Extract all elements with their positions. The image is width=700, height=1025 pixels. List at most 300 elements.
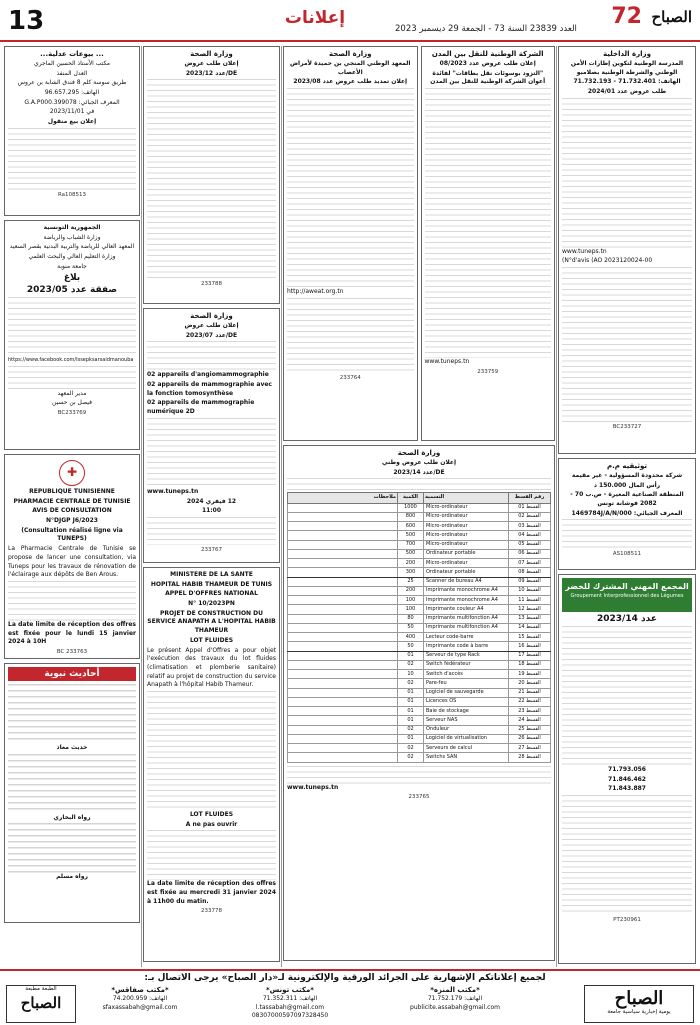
- director-name: فيصل بن حسين: [52, 399, 92, 407]
- page-footer: [0, 969, 700, 1025]
- office-email[interactable]: sfaxassabah@gmail.com: [102, 1003, 178, 1011]
- notes-cell: [288, 605, 398, 614]
- quantity-cell: 02: [398, 660, 424, 669]
- ad-number: عدد 2023/12/DE: [185, 69, 238, 77]
- office-menzah: [380, 986, 530, 1024]
- hadith-text: [8, 754, 136, 814]
- lot-number-cell: القسط 10: [509, 586, 551, 595]
- column-divider: [141, 46, 142, 967]
- quantity-cell: 1000: [398, 503, 424, 512]
- lot-number-cell: القسط 07: [509, 559, 551, 568]
- notes-cell: [288, 679, 398, 688]
- item-description-cell: Serveur de type Rack: [424, 651, 509, 660]
- table-row: [288, 549, 551, 558]
- ministry-line: المعهد العالي للرياضة والتربية البدنية بقصر السعيد: [9, 243, 135, 251]
- ad-body-text: [147, 691, 276, 811]
- notes-cell: [288, 633, 398, 642]
- column-center: [283, 46, 555, 967]
- office-sfax: [90, 986, 190, 1024]
- item-description-cell: Imprimante monochrome A4: [424, 596, 509, 605]
- page-header: [0, 0, 700, 42]
- ad-body-text: [147, 418, 276, 488]
- item-description-cell: Imprimante couleur A4: [424, 605, 509, 614]
- ad-number: عدد 2023/14/DE: [393, 468, 445, 476]
- tuneps-link[interactable]: www.tuneps.tn: [424, 358, 470, 366]
- quantity-cell: 100: [398, 605, 424, 614]
- quantity-cell: 10: [398, 670, 424, 679]
- ad-body-text: [147, 517, 276, 545]
- table-row: [288, 753, 551, 762]
- item-description-cell: Switch d'accès: [424, 670, 509, 679]
- ministry-line: وزارة التعليم العالي والبحث العلمي: [28, 253, 116, 261]
- lot-number-cell: القسط 09: [509, 577, 551, 586]
- company-capital: رأس المال 150.000 د: [593, 481, 661, 489]
- column-header: الكمية: [398, 493, 424, 503]
- ad-title: APPEL D'OFFRES NATIONAL: [165, 590, 258, 598]
- footer-title: لجميع إعلاناتكم الإشهارية على الجرائد الورقية والإلكترونية لـ«دار الصباح» يرجى الاتصال بـ:: [144, 973, 546, 983]
- notes-cell: [288, 707, 398, 716]
- lot-number-cell: القسط 27: [509, 744, 551, 753]
- ad-subject: "التزود بوسوئات نقل بطاقات" لفائدة أعوان الشركة الوطنية للنقل بين المدن: [430, 69, 546, 86]
- item-description-cell: Imprimante monochrome A4: [424, 586, 509, 595]
- quantity-cell: 02: [398, 753, 424, 762]
- ad-phone: الهاتف: 71.732.401 - 71.732.193: [573, 78, 681, 86]
- table-row: [288, 623, 551, 632]
- ad-time: 11:00: [201, 507, 222, 515]
- police-school-ad: [558, 46, 696, 454]
- logo-name: الصباح: [651, 8, 692, 26]
- item-description-cell: Micro-ordinateur: [424, 512, 509, 521]
- lot-number-cell: القسط 21: [509, 688, 551, 697]
- ad-title: إعلان تمديد طلب عروض عدد 2023/08: [293, 78, 408, 86]
- ad-title: إعلان طلب عروض: [184, 60, 239, 67]
- quantity-cell: 25: [398, 577, 424, 586]
- item-description-cell: Micro-ordinateur: [424, 531, 509, 540]
- issue-line: العدد 23839 السنة 73 - الجمعة 29 ديسمبر 2023: [395, 24, 577, 34]
- ad-body-text: [147, 79, 276, 279]
- page-number: 13: [8, 6, 45, 36]
- notes-cell: [288, 596, 398, 605]
- table-row: [288, 522, 551, 531]
- quantity-cell: 200: [398, 586, 424, 595]
- tuneps-link[interactable]: www.tuneps.tn: [562, 247, 607, 255]
- ad-body-text: [425, 88, 552, 358]
- table-row: [288, 586, 551, 595]
- sales-title: ... بيوعات عدلية...: [40, 50, 104, 58]
- ad-item: 02 appareils d'angiomammographie: [147, 371, 269, 379]
- deal-label: صفقة عدد 2023/05: [26, 285, 118, 296]
- pct-name: PHARMACIE CENTRALE DE TUNISIE: [13, 497, 131, 505]
- ad-code: BC233769: [57, 410, 87, 417]
- lot-number-cell: القسط 05: [509, 540, 551, 549]
- quantity-cell: 80: [398, 614, 424, 623]
- lot-number-cell: القسط 16: [509, 642, 551, 651]
- ad-institute: المعهد الوطني المنجي بن حميدة لأمراض الأعصاب: [289, 60, 411, 76]
- lot-number-cell: القسط 03: [509, 522, 551, 531]
- ad-number: N° 10/2023PN: [188, 600, 235, 608]
- it-equipment-tender-ad: [283, 445, 555, 961]
- column-divider: [281, 46, 282, 967]
- notes-cell: [288, 549, 398, 558]
- pct-sub: (Consultation réalisé ligne via TUNEPS): [21, 526, 123, 543]
- bank-account: 08307000597097328450: [251, 1011, 329, 1019]
- item-description-cell: Logiciel de sauvegarde: [424, 688, 509, 697]
- quantity-cell: 600: [398, 522, 424, 531]
- footer-logo-name: الصباح: [614, 988, 664, 1009]
- sales-line: طريق سوسة كلم 8 فندق الشابة بن عروس: [17, 79, 127, 87]
- column-right: [558, 46, 696, 967]
- pharmacy-emblem-icon: ✚: [59, 460, 85, 486]
- ad-avis: (N°d'avis (AO 2023120024-00: [562, 257, 653, 265]
- office-email[interactable]: publicite.assabah@gmail.com: [410, 1003, 500, 1011]
- ad-body-text: [147, 341, 276, 371]
- hadith-box: [4, 663, 140, 923]
- ad-date: 12 فيفري 2024: [186, 497, 237, 505]
- ad-body-text: [562, 98, 692, 248]
- notes-cell: [288, 614, 398, 623]
- ad-hospital: HOPITAL HABIB THAMEUR DE TUNIS: [150, 580, 273, 588]
- ad-ministry: وزارة الصحة: [397, 449, 441, 457]
- ad-title: إعلان طلب عروض: [184, 322, 239, 329]
- company-type: شركة محدودة المسؤولية - غير مقيمة: [571, 472, 683, 479]
- gil-logo-french: Groupement Interprofessionnel des Légumes: [570, 592, 684, 599]
- notes-cell: [288, 734, 398, 743]
- sales-office: مكتب الأستاذ الحسين الماجري: [34, 60, 110, 67]
- notes-cell: [288, 577, 398, 586]
- footer-logo-sub: الطبعة مطبعة: [25, 986, 57, 992]
- column-second: [143, 46, 280, 967]
- logo-number: 72: [611, 4, 642, 29]
- lot-number-cell: القسط 20: [509, 679, 551, 688]
- lot-number-cell: القسط 17: [509, 651, 551, 660]
- ad-body-text: [147, 830, 276, 880]
- ad-number: طلب عروض عدد 2024/01: [587, 88, 667, 96]
- item-description-cell: Logiciel de virtualisation: [424, 734, 509, 743]
- column-divider: [556, 46, 557, 967]
- office-phone: الهاتف: 74.200.959: [112, 995, 168, 1003]
- footer-logo-left: [6, 985, 76, 1023]
- lot-number-cell: القسط 18: [509, 660, 551, 669]
- table-row: [288, 725, 551, 734]
- lot-number-cell: القسط 22: [509, 697, 551, 706]
- table-row: [288, 633, 551, 642]
- notes-cell: [288, 660, 398, 669]
- notes-cell: [288, 753, 398, 762]
- ad-title: إعلان طلب عروض وطني: [381, 459, 457, 466]
- lots-table: [287, 492, 551, 762]
- lot-number-cell: القسط 15: [509, 633, 551, 642]
- quantity-cell: 02: [398, 744, 424, 753]
- ad-deadline: La date limite de réception des offres est fixée au mercredi 31 janvier 2024 à 11h00 du matin.: [147, 880, 276, 905]
- notes-cell: [288, 503, 398, 512]
- item-description-cell: Imprimante multifonction A4: [424, 614, 509, 623]
- item-description-cell: Micro-ordinateur: [424, 559, 509, 568]
- table-row: [288, 744, 551, 753]
- footer-logo-right: [584, 985, 694, 1023]
- table-row: [288, 660, 551, 669]
- ad-lot: LOT FLUIDES: [189, 810, 234, 818]
- lot-number-cell: القسط 25: [509, 725, 551, 734]
- item-description-cell: Licences OS: [424, 697, 509, 706]
- notes-cell: [288, 725, 398, 734]
- gil-logo: [562, 578, 692, 612]
- lot-number-cell: القسط 28: [509, 753, 551, 762]
- sales-line: إعلان بيع منقول: [47, 118, 97, 126]
- item-description-cell: Imprimante multifonction A4: [424, 623, 509, 632]
- sales-line: العدل المنفذ: [56, 69, 88, 77]
- item-description-cell: Imprimante code à barre: [424, 642, 509, 651]
- quantity-cell: 01: [398, 734, 424, 743]
- ad-code: AS108511: [612, 551, 642, 558]
- pct-deadline: La date limite de réception des offres est fixée pour le lundi 15 janvier 2024 à 10H: [8, 620, 136, 646]
- ad-item: 02 appareils de mammographie numérique 2D: [147, 399, 255, 416]
- lot-number-cell: القسط 24: [509, 716, 551, 725]
- quantity-cell: 400: [398, 633, 424, 642]
- ad-number: عدد 2023/14: [597, 614, 657, 624]
- item-description-cell: Ordinateur portable: [424, 568, 509, 577]
- ad-ministry: وزارة الصحة: [190, 50, 233, 58]
- institute-link[interactable]: http://aweat.org.tn: [287, 288, 344, 296]
- office-email[interactable]: l.tassabah@gmail.com: [255, 1003, 325, 1011]
- hadith-text: [8, 684, 136, 744]
- ad-phone: 71.793.056: [608, 766, 646, 773]
- notes-cell: [288, 512, 398, 521]
- notes-cell: [288, 642, 398, 651]
- ad-body-text: [8, 128, 136, 190]
- lot-number-cell: القسط 11: [509, 596, 551, 605]
- habib-thameur-ad: [143, 567, 280, 962]
- ad-title: إعلان طلب عروض عدد 08/2023: [439, 60, 536, 67]
- ad-number: عدد 2023/07/DE: [185, 331, 238, 339]
- ad-code: 233765: [408, 794, 430, 801]
- director-line: مدير المعهد: [57, 389, 87, 397]
- quantity-cell: 01: [398, 651, 424, 660]
- lot-number-cell: القسط 04: [509, 531, 551, 540]
- footer-logo-name: الصباح: [20, 994, 62, 1012]
- company-name: توثيقيه م.م: [606, 462, 647, 470]
- ad-code: BC 233763: [56, 648, 88, 655]
- ad-body-text: [562, 795, 692, 915]
- table-row: [288, 605, 551, 614]
- company-address: المنطقة الصناعية المغيرة - ص.ب 70 - 2082 فوشانة تونس: [570, 491, 684, 508]
- table-header-row: [288, 493, 551, 503]
- quantity-cell: 01: [398, 707, 424, 716]
- office-phone: الهاتف: 71.752.179: [427, 995, 483, 1003]
- ad-code: 233767: [201, 546, 222, 553]
- hadith-narrator: رواه البخاري: [53, 813, 91, 821]
- lots-table-body: [288, 503, 551, 762]
- quantity-cell: 100: [398, 596, 424, 605]
- neurology-tender-ad: [283, 46, 418, 441]
- ad-body-text: [562, 626, 692, 766]
- quantity-cell: 02: [398, 725, 424, 734]
- ad-ministry: وزارة الصحة: [190, 312, 233, 320]
- country-label: الجمهورية التونسية: [43, 224, 101, 231]
- table-row: [288, 614, 551, 623]
- ad-body-text: [8, 581, 136, 621]
- item-description-cell: Baie de stockage: [424, 707, 509, 716]
- notes-cell: [288, 568, 398, 577]
- ad-code: Ra108513: [57, 191, 87, 198]
- judicial-sales-ad: [4, 46, 140, 216]
- lot-number-cell: القسط 12: [509, 605, 551, 614]
- item-description-cell: Lecteur code-barre: [424, 633, 509, 642]
- table-row: [288, 531, 551, 540]
- table-row: [288, 512, 551, 521]
- notes-cell: [288, 559, 398, 568]
- pct-ref: N°DJGP J6/2023: [46, 517, 98, 525]
- quantity-cell: 01: [398, 688, 424, 697]
- sntri-tender-ad: [421, 46, 556, 441]
- ad-item: 02 appareils de mammographie avec la fonction tomosynthèse: [147, 381, 272, 397]
- center-top-row: [283, 46, 555, 441]
- notes-cell: [288, 670, 398, 679]
- table-row: [288, 716, 551, 725]
- column-header: التسمية: [424, 493, 509, 503]
- footer-logo-tagline: يومية إخبارية سياسية جامعة: [607, 1009, 671, 1015]
- quantity-cell: 800: [398, 512, 424, 521]
- table-row: [288, 596, 551, 605]
- tuneps-link[interactable]: www.tuneps.tn: [287, 783, 339, 791]
- ad-code: 233759: [477, 368, 499, 375]
- notes-cell: [288, 651, 398, 660]
- office-name: *مكتب المنزه*: [430, 986, 480, 994]
- ad-body-text: [8, 297, 136, 357]
- section-title: إعلانات: [284, 8, 346, 28]
- notes-cell: [288, 623, 398, 632]
- office-tunis: [220, 986, 360, 1024]
- table-row: [288, 568, 551, 577]
- lot-number-cell: القسط 08: [509, 568, 551, 577]
- ad-lot: LOT FLUIDES: [189, 636, 234, 644]
- lot-number-cell: القسط 01: [509, 503, 551, 512]
- quantity-cell: 01: [398, 697, 424, 706]
- notes-cell: [288, 522, 398, 531]
- table-row: [288, 577, 551, 586]
- notes-cell: [288, 688, 398, 697]
- ad-warning: A ne pas ouvrir: [185, 820, 238, 828]
- pct-republic: REPUBLIQUE TUNISIENNE: [29, 488, 115, 495]
- masthead-logo: [611, 2, 694, 36]
- health-tender-ad-1: [143, 46, 280, 304]
- item-description-cell: Serveur NAS: [424, 716, 509, 725]
- table-row: [288, 642, 551, 651]
- table-row: [288, 670, 551, 679]
- office-name: *مكتب صفاقس*: [111, 986, 169, 994]
- ad-code: 233778: [201, 908, 222, 915]
- notes-cell: [288, 697, 398, 706]
- company-notice-ad: [558, 458, 696, 570]
- lot-number-cell: القسط 14: [509, 623, 551, 632]
- table-row: [288, 540, 551, 549]
- table-row: [288, 697, 551, 706]
- facebook-link[interactable]: https://www.facebook.com/Issepksarsaidmanouba: [8, 357, 134, 364]
- table-row: [288, 651, 551, 660]
- ad-phone: 71.843.887: [608, 785, 646, 793]
- table-row: [288, 734, 551, 743]
- lot-number-cell: القسط 13: [509, 614, 551, 623]
- health-tender-ad-2: [143, 308, 280, 563]
- notes-cell: [288, 716, 398, 725]
- table-row: [288, 688, 551, 697]
- item-description-cell: Switchs SAN: [424, 753, 509, 762]
- ad-code: 233788: [201, 281, 222, 288]
- quantity-cell: 50: [398, 642, 424, 651]
- quantity-cell: 700: [398, 540, 424, 549]
- ad-body: Le présent Appel d'Offres a pour objet l'exécution des travaux du lot fluides (climatisation et plomberie sanitaire) relatif au projet de construction du service Anapath à l'hôpital Habib Thameur.: [147, 646, 276, 689]
- office-phone: الهاتف: 71.352.311: [262, 995, 318, 1003]
- vegetables-group-ad: [558, 574, 696, 964]
- item-description-cell: Scanner de bureau A4: [424, 577, 509, 586]
- ad-body-text: [287, 88, 414, 288]
- lot-number-cell: القسط 19: [509, 670, 551, 679]
- quantity-cell: 50: [398, 623, 424, 632]
- tuneps-link[interactable]: www.tuneps.tn: [147, 487, 199, 495]
- ad-body-text: [287, 766, 551, 784]
- quantity-cell: 01: [398, 716, 424, 725]
- column-left: [4, 46, 140, 967]
- lot-number-cell: القسط 06: [509, 549, 551, 558]
- item-description-cell: Micro-ordinateur: [424, 522, 509, 531]
- notes-cell: [288, 744, 398, 753]
- notes-cell: [288, 586, 398, 595]
- ad-project: PROJET DE CONSTRUCTION DU SERVICE ANAPATH A L'HOPITAL HABIB THAMEUR: [147, 609, 276, 635]
- sports-institute-ad: [4, 220, 140, 450]
- company-reg: المعرف الجبائي: 1469784J/A/N/000: [571, 509, 683, 517]
- quantity-cell: 02: [398, 679, 424, 688]
- ad-code: PT230961: [613, 917, 641, 924]
- ad-body-text: [562, 519, 692, 549]
- pct-notice: AVIS DE CONSULTATION: [32, 507, 112, 515]
- ad-body-text: [287, 298, 414, 373]
- quantity-cell: 300: [398, 568, 424, 577]
- hadith-narrator: حديث معاذ: [56, 744, 88, 751]
- ad-ministry: وزارة الصحة: [328, 50, 372, 58]
- gil-logo-arabic: المجمع المهني المشترك للخضر: [565, 582, 689, 591]
- table-row: [288, 707, 551, 716]
- ad-body-text: [562, 267, 692, 422]
- item-description-cell: Switch fédérateur: [424, 660, 509, 669]
- ad-school: المدرسة الوطنية لتكوين إطارات الأمن الوطني والشرطة الوطنية بصلامبو: [570, 60, 684, 76]
- table-row: [288, 559, 551, 568]
- notice-label: بلاغ: [63, 273, 81, 284]
- item-description-cell: Serveurs de calcul: [424, 744, 509, 753]
- pct-body: La Pharmacie Centrale de Tunisie se propose de lancer une consultation, via Tuneps pour les travaux de rénovation de l'éclairage aux dépôts de Ben Arous.: [8, 545, 136, 579]
- table-row: [288, 679, 551, 688]
- ad-company: الشركة الوطنية للنقل بين المدن: [431, 50, 544, 58]
- ad-body-text: [287, 478, 551, 492]
- item-description-cell: Pare-feu: [424, 679, 509, 688]
- lot-number-cell: القسط 02: [509, 512, 551, 521]
- lot-number-cell: القسط 23: [509, 707, 551, 716]
- table-row: [288, 503, 551, 512]
- item-description-cell: Onduleur: [424, 725, 509, 734]
- lot-number-cell: القسط 26: [509, 734, 551, 743]
- ministry-line: وزارة الشباب والرياضة: [43, 233, 101, 241]
- office-name: *مكتب تونس*: [266, 986, 314, 994]
- hadith-text: [8, 823, 136, 873]
- ad-body-text: [8, 366, 136, 390]
- sales-line: المعرف الجبائي: G.A.P000.399078: [24, 98, 120, 106]
- ad-ministry: MINISTERE DE LA SANTE: [170, 571, 253, 578]
- hadith-title: أحاديث نبوية: [8, 667, 136, 681]
- column-header: ملاحظات: [288, 493, 398, 503]
- ad-code: BC233727: [612, 424, 642, 431]
- item-description-cell: Micro-ordinateur: [424, 540, 509, 549]
- quantity-cell: 500: [398, 531, 424, 540]
- item-description-cell: Micro-ordinateur: [424, 503, 509, 512]
- ministry-line: جامعة منوبة: [57, 262, 87, 270]
